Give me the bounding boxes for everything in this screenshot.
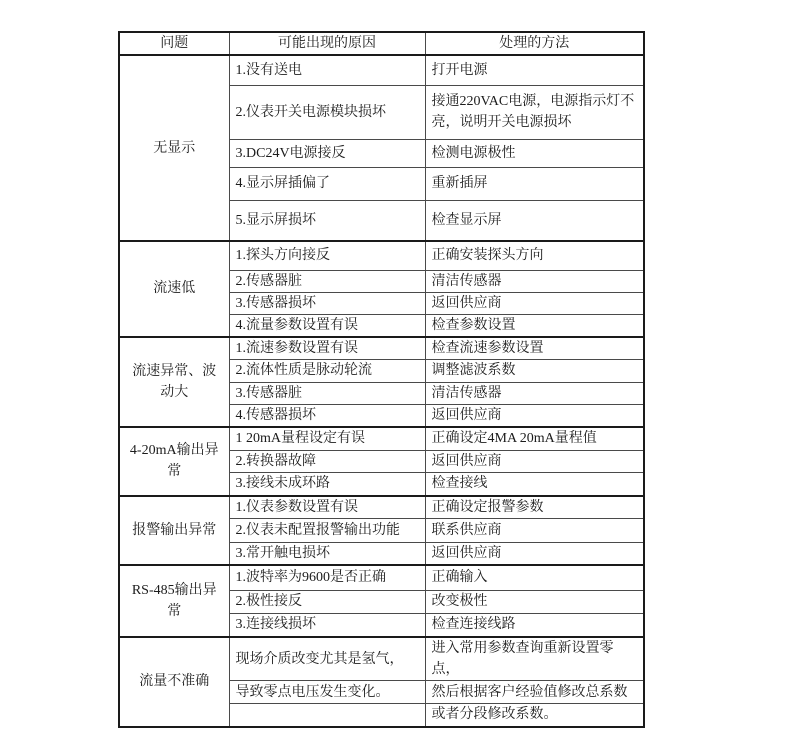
cause-cell: 2.转换器故障 (229, 451, 425, 473)
cause-cell: 4.传感器损坏 (229, 404, 425, 427)
cause-cell: 1.没有送电 (229, 55, 425, 85)
problem-cell-low-velocity: 流速低 (119, 241, 229, 337)
header-cause: 可能出现的原因 (229, 32, 425, 55)
treatment-cell: 返回供应商 (425, 542, 644, 565)
table-row (119, 496, 644, 519)
cause-cell: 4.显示屏插偏了 (229, 167, 425, 200)
cause-cell: 1.探头方向接反 (229, 241, 425, 270)
cause-cell (229, 704, 425, 727)
treatment-cell: 正确输入 (425, 565, 644, 590)
problem-cell-alarm-output: 报警输出异常 (119, 496, 229, 566)
cause-cell: 3.DC24V电源接反 (229, 139, 425, 167)
cause-cell: 4.流量参数设置有误 (229, 314, 425, 337)
treatment-cell: 重新插屏 (425, 167, 644, 200)
header-row (119, 32, 644, 55)
table-row (119, 55, 644, 85)
treatment-cell: 清洁传感器 (425, 270, 644, 292)
treatment-cell: 返回供应商 (425, 451, 644, 473)
problem-cell-inaccurate-flow: 流量不准确 (119, 637, 229, 727)
cause-cell: 3.连接线损坏 (229, 613, 425, 637)
treatment-cell: 返回供应商 (425, 292, 644, 314)
cause-cell: 1 20mA量程设定有误 (229, 427, 425, 451)
treatment-cell: 联系供应商 (425, 518, 644, 542)
treatment-cell: 正确安装探头方向 (425, 241, 644, 270)
cause-cell: 1.流速参数设置有误 (229, 337, 425, 360)
cause-cell: 3.传感器损坏 (229, 292, 425, 314)
troubleshooting-table (118, 31, 645, 728)
treatment-cell: 或者分段修改系数。 (425, 704, 644, 727)
header-treatment: 处理的方法 (425, 32, 644, 55)
problem-cell-no-display: 无显示 (119, 55, 229, 241)
treatment-cell: 正确设定报警参数 (425, 496, 644, 519)
table-row (119, 337, 644, 360)
treatment-cell: 检查显示屏 (425, 200, 644, 241)
cause-cell: 2.仪表未配置报警输出功能 (229, 518, 425, 542)
cause-cell: 3.传感器脏 (229, 382, 425, 404)
treatment-cell: 然后根据客户经验值修改总系数 (425, 681, 644, 704)
treatment-cell: 检查参数设置 (425, 314, 644, 337)
cause-cell: 3.接线未成环路 (229, 473, 425, 496)
treatment-cell: 清洁传感器 (425, 382, 644, 404)
table-row (119, 427, 644, 451)
treatment-cell: 接通220VAC电源，电源指示灯不亮，说明开关电源损坏 (425, 85, 644, 139)
cause-cell: 5.显示屏损坏 (229, 200, 425, 241)
table-header (119, 32, 644, 55)
problem-cell-420ma-output: 4-20mA输出异常 (119, 427, 229, 496)
cause-cell: 2.传感器脏 (229, 270, 425, 292)
table-row (119, 565, 644, 590)
treatment-cell: 检查接线 (425, 473, 644, 496)
treatment-cell: 检测电源极性 (425, 139, 644, 167)
problem-cell-rs485-output: RS-485输出异常 (119, 565, 229, 637)
cause-cell: 2.流体性质是脉动轮流 (229, 359, 425, 382)
cause-cell: 导致零点电压发生变化。 (229, 681, 425, 704)
treatment-cell: 改变极性 (425, 590, 644, 613)
cause-cell: 现场介质改变尤其是氢气， (229, 637, 425, 681)
cause-cell: 3.常开触电损坏 (229, 542, 425, 565)
table-row (119, 241, 644, 270)
treatment-cell: 打开电源 (425, 55, 644, 85)
cause-cell: 1.波特率为9600是否正确 (229, 565, 425, 590)
treatment-cell: 返回供应商 (425, 404, 644, 427)
treatment-cell: 正确设定4MA 20mA量程值 (425, 427, 644, 451)
table-row (119, 637, 644, 681)
header-problem: 问题 (119, 32, 229, 55)
treatment-cell: 进入常用参数查询重新设置零点， (425, 637, 644, 681)
cause-cell: 1.仪表参数设置有误 (229, 496, 425, 519)
problem-cell-abnormal-velocity: 流速异常、波动大 (119, 337, 229, 427)
cause-cell: 2.仪表开关电源模块损坏 (229, 85, 425, 139)
treatment-cell: 检查流速参数设置 (425, 337, 644, 360)
treatment-cell: 调整滤波系数 (425, 359, 644, 382)
cause-cell: 2.极性接反 (229, 590, 425, 613)
treatment-cell: 检查连接线路 (425, 613, 644, 637)
